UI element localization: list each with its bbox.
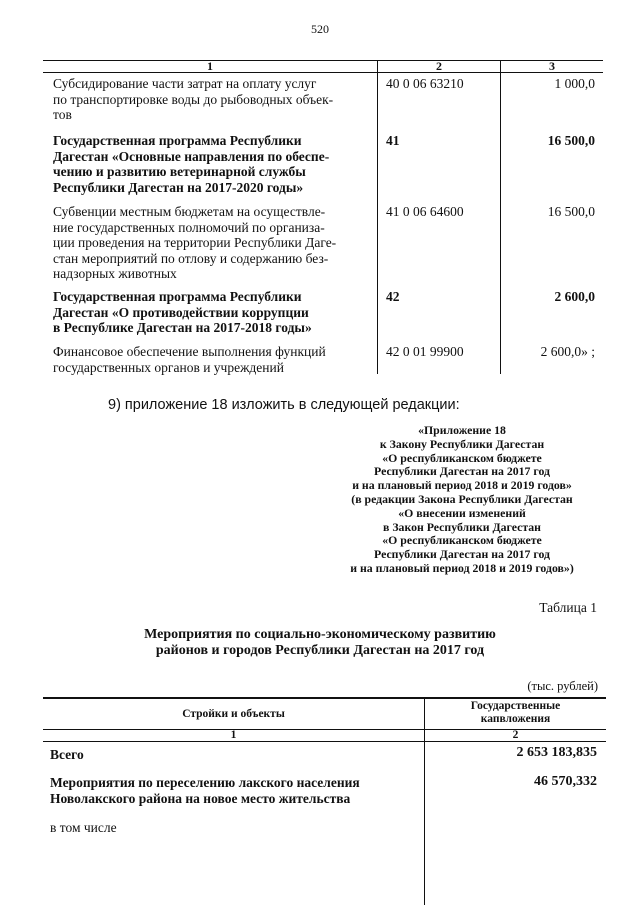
appendix-header: «Приложение 18 к Закону Республики Дагестан «О республиканском бюджете Республики Дагестан на 2017 год и на плановый период 2018 и 2019 годов» (в редакции Закона Республики Дагестан «О внесении изменений в Закон Республики Дагестан «О республиканском бюджете Республики Дагестан на 2017 год и на плановый период 2018 и 2019 годов») [350,423,574,575]
table-column-divider [377,60,378,374]
table-row-name: Государственная программа Республики Дагестан «Основные направления по обеспе- чению и развитию ветеринарной службы Республики Дагестан на 2017-2020 годы» [53,133,330,195]
table-row-amount: 16 500,0 [547,204,595,219]
table-top-border [43,697,606,699]
resettlement-row-value: 46 570,332 [534,774,597,789]
table-row-code: 42 [386,289,400,304]
col-header-1: 1 [207,59,213,73]
col-header-objects: Стройки и объекты [182,708,285,720]
page-number: 520 [311,22,329,36]
table-row-amount: 2 600,0» ; [540,344,595,359]
col-number-2: 2 [512,729,519,741]
col-number-1: 1 [230,729,237,741]
col-header-investments: Государственные капвложения [470,700,561,725]
table-row-name: Субсидирование части затрат на оплату услуг по транспортировке воды до рыбоводных объек- тов [53,76,334,122]
col-header-3: 3 [549,59,555,73]
table-row-code: 42 0 01 99900 [386,344,464,359]
table-row-code: 41 0 06 64600 [386,204,464,219]
amendment-paragraph: 9) приложение 18 изложить в следующей редакции: [108,397,460,413]
table-row-name: Государственная программа Республики Дагестан «О противодействии коррупции в Республике Дагестан на 2017-2018 годы» [53,289,312,335]
table-row-amount: 1 000,0 [554,76,595,91]
total-value: 2 653 183,835 [516,745,597,760]
table-row-name: Субвенции местным бюджетам на осуществле- ние государственных полномочий по организа- ции проведения на территории Республики Даге- стан мероприятий по отлову и содержанию без- надзорных животных [53,204,337,281]
table-row-amount: 16 500,0 [547,133,595,148]
table-label: Таблица 1 [539,600,597,615]
including-label: в том числе [50,820,117,835]
table-row-code: 41 [386,133,400,148]
units-label: (тыс. рублей) [527,679,598,693]
col-header-2: 2 [436,59,442,73]
total-label: Всего [50,747,84,762]
resettlement-row-label: Мероприятия по переселению лакского населения Новолакского района на новое место жительства [50,775,360,806]
table-column-divider [500,60,501,374]
table-row-name: Финансовое обеспечение выполнения функций государственных органов и учреждений [53,344,326,375]
table-row-code: 40 0 06 63210 [386,76,464,91]
table-header-border [43,741,606,742]
table-row-amount: 2 600,0 [554,289,595,304]
document-title: Мероприятия по социально-экономическому развитию районов и городов Республики Дагестан на 2017 год [144,627,496,658]
